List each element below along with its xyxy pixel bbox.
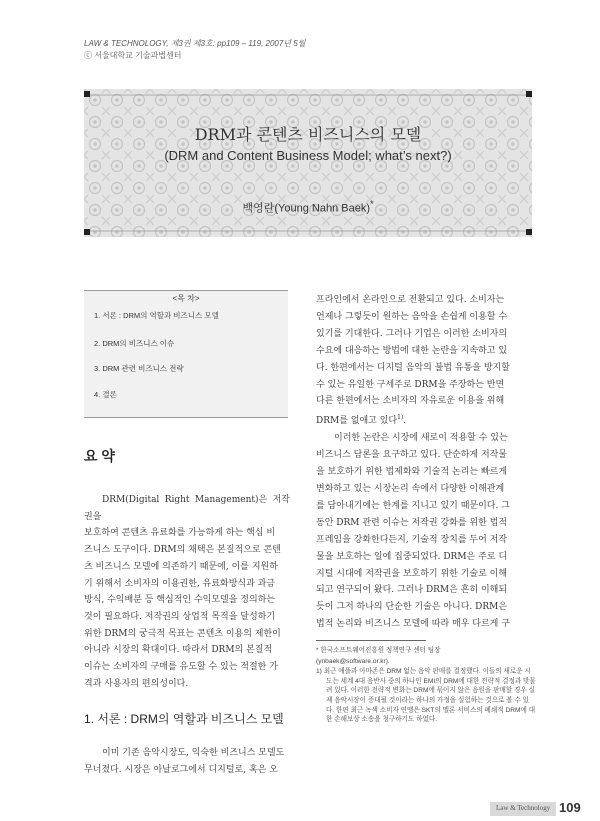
abstract-line: 즈니스 도구이다. DRM의 채택은 본질적으로 콘텐 [84,545,281,556]
abstract-line: 격과 사용자의 편의성이다. [84,678,189,689]
body-line: 이러한 논란은 시장에 새로이 적용할 수 있는 [334,433,508,444]
body-line: 듯이 그저 하나의 단순한 기술은 아니다. DRM은 [316,602,508,613]
footnote-ref: 1) [397,414,404,422]
footnote: * 한국소프트웨어진흥원 정책연구 센터 팀장 [316,647,441,654]
abstract-line: 방식, 수익배분 등 핵심적인 수익모델을 정의하는 [84,595,276,606]
abstract-line: 보호하여 콘텐츠 유료화를 가능하게 하는 핵심 비 [84,528,276,539]
toc-heading: <목 차> [172,294,200,303]
body-line: 있기를 기대한다. 그러나 기업은 이러한 소비자의 [316,328,508,339]
paper-subtitle: (DRM and Content Business Model; what’s next?) [164,148,452,163]
body-line: 언제나 그렇듯이 원하는 음악을 손쉽게 이용할 수 [316,311,508,322]
body-line: 동안 DRM 관련 이슈는 저작권 강화를 위한 법적 [316,517,508,528]
body-line: 변화하고 있는 시장논리 속에서 다양한 이해관계 [316,483,505,494]
abstract-body [84,492,290,692]
footnote: 1) 최근 애플과 아마존은 DRM 없는 음악 판매를 결정했다. 이들의 새로운 시도는 세계 4대 음반사 중의 하나인 EMI의 DRM에 대한 전략적 결정과 맞물려 있다. 이러한 전략적 변화는 DRM에 묶이지 않은 음원을 판매할 경우 실제 음악시장이 증대될 것이라는 하나의 가정을 실험하는 것으로 볼 수 있다. 한편 최근 녹색 소비자 연맹은 SKT의 멜론 서비스의 폐쇄적 DRM에 대한 손해보상 소송을 청구하기도 하였다. [316,668,536,724]
body-line: 다른 한편에서는 소비자의 자유로운 이용을 위해 [316,396,505,407]
toc-item: 3. DRM 관련 비즈니스 전략 [94,364,184,373]
abstract-line: 츠 비즈니스 모델에 의존하기 때문에, 이를 지원하 [84,561,278,572]
body-line: 비즈니스 담론을 요구하고 있다. 단순하게 저작물 [316,450,508,461]
page-number: 109 [559,800,581,815]
title-banner [84,89,532,237]
footnote-divider [316,640,426,641]
author-name: 백영란(Young Nahn Baek) [242,202,370,215]
body-line: 를 담아내기에는 한계를 지니고 있기 때문이다. 그 [316,500,510,511]
toc-item: 2. DRM의 비즈니스 이슈 [94,339,175,348]
abstract-line: DRM(Digital Right Management)은 저작권을 [84,495,290,522]
body-line: 프라인에서 온라인으로 전환되고 있다. 소비자는 [316,295,505,305]
paper-title: DRM과 콘텐츠 비즈니스의 모델 [194,125,422,144]
body-line: 무너졌다. 시장은 아날로그에서 디지털로, 혹은 오 [84,764,278,775]
body-text: . [403,416,407,427]
journal-header [84,38,305,62]
abstract-line: 아니라 시장의 확대이다. 따라서 DRM의 본질적 [84,645,273,656]
journal-line: LAW & TECHNOLOGY, 제3권 제3호: pp109 – 119, 2007년 5월 [84,39,306,48]
abstract-line: 기 위해서 소비자의 이용권한, 유료화방식과 과금 [84,578,276,589]
author-line [84,199,532,216]
abstract-line: 위한 DRM의 궁극적 목표는 콘텐츠 이용의 제한이 [84,628,281,639]
copyright-line: ⓒ 서울대학교 기술과법센터 [84,51,182,60]
abstract-line: 이슈는 소비자의 구매를 유도할 수 있는 적절한 가 [84,662,278,673]
body-line: 을 보호하기 위한 법제화와 기술적 논리는 빠르게 [316,467,508,478]
body-line: 지털 시대에 저작권을 보호하기 위한 기술로 이해 [316,568,508,579]
body-line: 수 있는 유일한 구세주로 DRM을 주장하는 반면 [316,379,505,390]
body-line: 프레임을 강화한다든지, 기술적 장치를 두어 저작 [316,534,508,545]
body-line: 다. 한편에서는 디지털 음악의 불법 유통을 방지할 [316,362,510,373]
toc-item: 4. 결론 [94,390,117,399]
body-line: 물을 보호하는 일에 집중되었다. DRM은 주로 디 [316,551,508,562]
body-text: DRM를 없애고 있다 [316,416,398,427]
abstract-line: 것이 필요하다. 저작권의 상업적 목적을 달성하기 [84,611,276,622]
footer-journal-label: Law & Technology [496,804,551,812]
toc-item: 1. 서론 : DRM의 역할과 비즈니스 모델 [94,311,219,320]
body-line: 되고 연구되어 왔다. 그러나 DRM은 흔히 이해되 [316,585,508,596]
right-column-body [316,292,534,633]
body-line: 법적 논리와 비즈니스 모델에 따라 매우 다르게 구 [316,619,510,630]
section-heading: 1. 서론 : DRM의 역할과 비즈니스 모델 [84,712,284,726]
body-line: 수요에 대응하는 방법에 대한 논란을 지속하고 있 [316,345,508,356]
author-footnote-mark: * [369,199,374,209]
section-body [84,745,290,778]
table-of-contents [84,290,288,418]
abstract-heading: 요 약 [84,448,115,464]
footnote: (ynbaek@software.or.kr). [316,657,390,665]
footnotes [316,646,536,726]
body-line: 이미 기존 음악시장도, 익숙한 비즈니스 모델도 [102,748,285,758]
body-line [316,410,534,430]
